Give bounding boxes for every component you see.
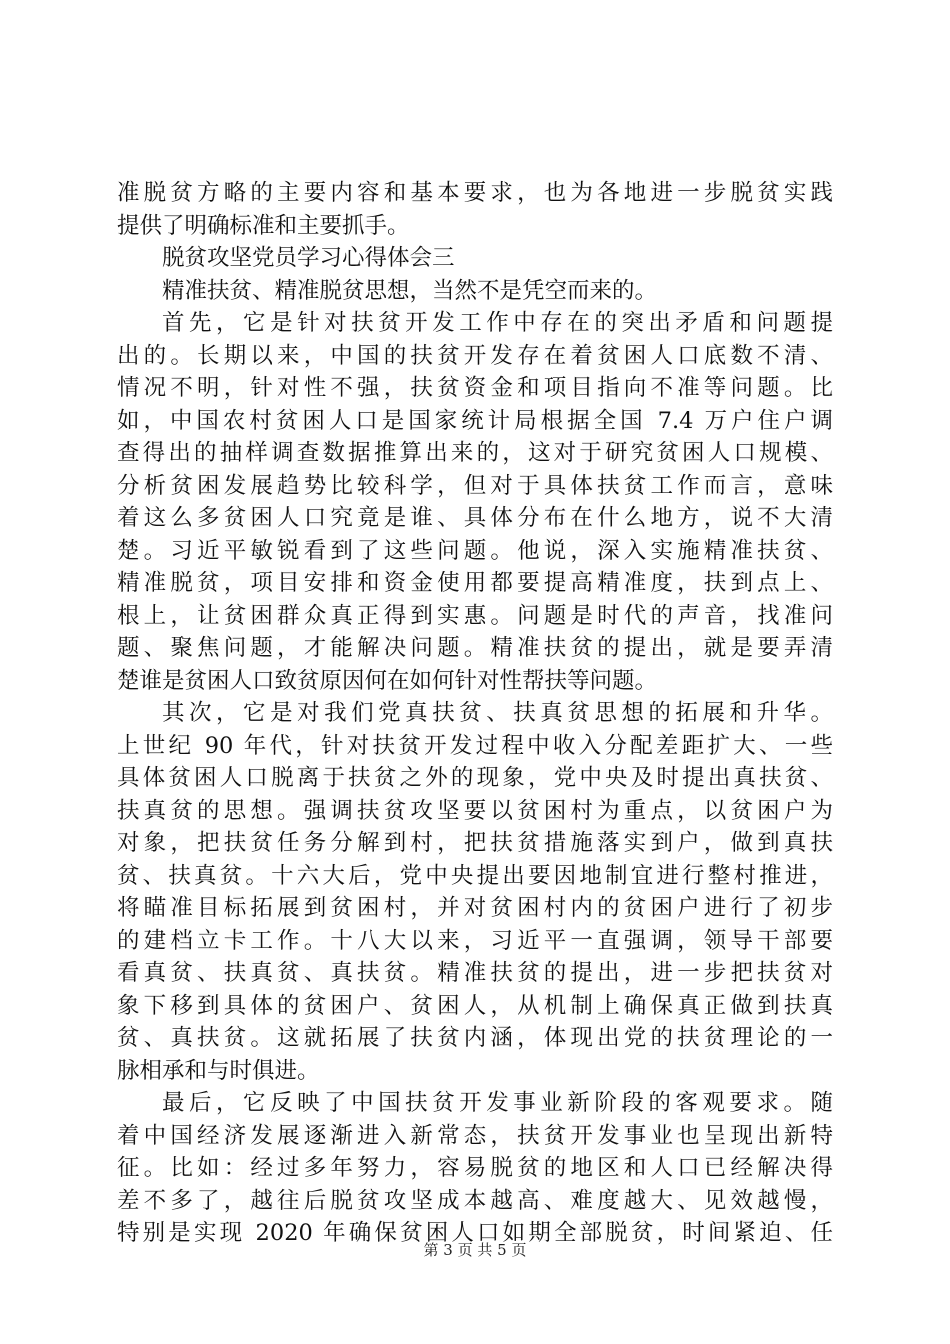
text-line: 首先，它是针对扶贫开发工作中存在的突出矛盾和问题提	[162, 310, 833, 336]
page-footer: 第 3 页 共 5 页	[423, 1241, 527, 1259]
text-line: 看真贫、扶真贫、真扶贫。精准扶贫的提出，进一步把扶贫对	[117, 960, 833, 986]
text-line: 上世纪 90 年代，针对扶贫开发过程中收入分配差距扩大、一些	[117, 732, 833, 759]
text-line: 特别是实现 2020 年确保贫困人口如期全部脱贫，时间紧迫、任	[117, 1220, 833, 1246]
text-line: 将瞄准目标拓展到贫困村，并对贫困村内的贫困户进行了初步	[117, 895, 833, 921]
text-line: 其次，它是对我们党真扶贫、扶真贫思想的拓展和升华。	[162, 700, 833, 726]
text-line: 题、聚焦问题，才能解决问题。精准扶贫的提出，就是要弄清	[117, 635, 833, 661]
text-line: 着这么多贫困人口究竟是谁、具体分布在什么地方，说不大清	[117, 505, 833, 531]
text-line: 贫、真扶贫。这就拓展了扶贫内涵，体现出党的扶贫理论的一	[117, 1025, 833, 1051]
text-line: 查得出的抽样调查数据推算出来的，这对于研究贫困人口规模、	[117, 440, 833, 466]
text-line: 脱贫攻坚党员学习心得体会三	[162, 245, 455, 271]
text-line: 分析贫困发展趋势比较科学，但对于具体扶贫工作而言，意味	[117, 472, 833, 499]
text-line: 脉相承和与时俱进。	[117, 1057, 320, 1084]
text-line: 精准脱贫，项目安排和资金使用都要提高精准度，扶到点上、	[117, 570, 833, 596]
text-line: 征。比如：经过多年努力，容易脱贫的地区和人口已经解决得	[117, 1155, 833, 1181]
text-line: 最后，它反映了中国扶贫开发事业新阶段的客观要求。随	[162, 1090, 833, 1116]
text-line: 准脱贫方略的主要内容和基本要求，也为各地进一步脱贫实践	[117, 180, 833, 206]
text-line: 对象，把扶贫任务分解到村，把扶贫措施落实到户，做到真扶	[117, 830, 833, 856]
text-line: 具体贫困人口脱离于扶贫之外的现象，党中央及时提出真扶贫、	[117, 765, 833, 791]
text-line: 精准扶贫、精准脱贫思想，当然不是凭空而来的。	[162, 277, 658, 304]
text-line: 如，中国农村贫困人口是国家统计局根据全国 7.4 万户住户调	[117, 407, 833, 434]
document-body	[117, 177, 833, 1250]
text-line: 着中国经济发展逐渐进入新常态，扶贫开发事业也呈现出新特	[117, 1122, 833, 1149]
text-line: 的建档立卡工作。十八大以来，习近平一直强调，领导干部要	[117, 927, 833, 954]
text-line: 差不多了，越往后脱贫攻坚成本越高、难度越大、见效越慢，	[117, 1187, 833, 1214]
text-line: 象下移到具体的贫困户、贫困人，从机制上确保真正做到扶真	[117, 992, 833, 1019]
text-line: 楚。习近平敏锐看到了这些问题。他说，深入实施精准扶贫、	[117, 537, 833, 564]
text-line: 情况不明，针对性不强，扶贫资金和项目指向不准等问题。比	[117, 375, 833, 401]
text-line: 提供了明确标准和主要抓手。	[117, 212, 410, 239]
text-line: 楚谁是贫困人口致贫原因何在如何针对性帮扶等问题。	[117, 667, 658, 694]
text-line: 扶真贫的思想。强调扶贫攻坚要以贫困村为重点，以贫困户为	[117, 797, 833, 824]
text-line: 出的。长期以来，中国的扶贫开发存在着贫困人口底数不清、	[117, 342, 833, 369]
text-line: 贫、扶真贫。十六大后，党中央提出要因地制宜进行整村推进，	[117, 862, 833, 889]
text-line: 根上，让贫困群众真正得到实惠。问题是时代的声音，找准问	[117, 602, 833, 629]
